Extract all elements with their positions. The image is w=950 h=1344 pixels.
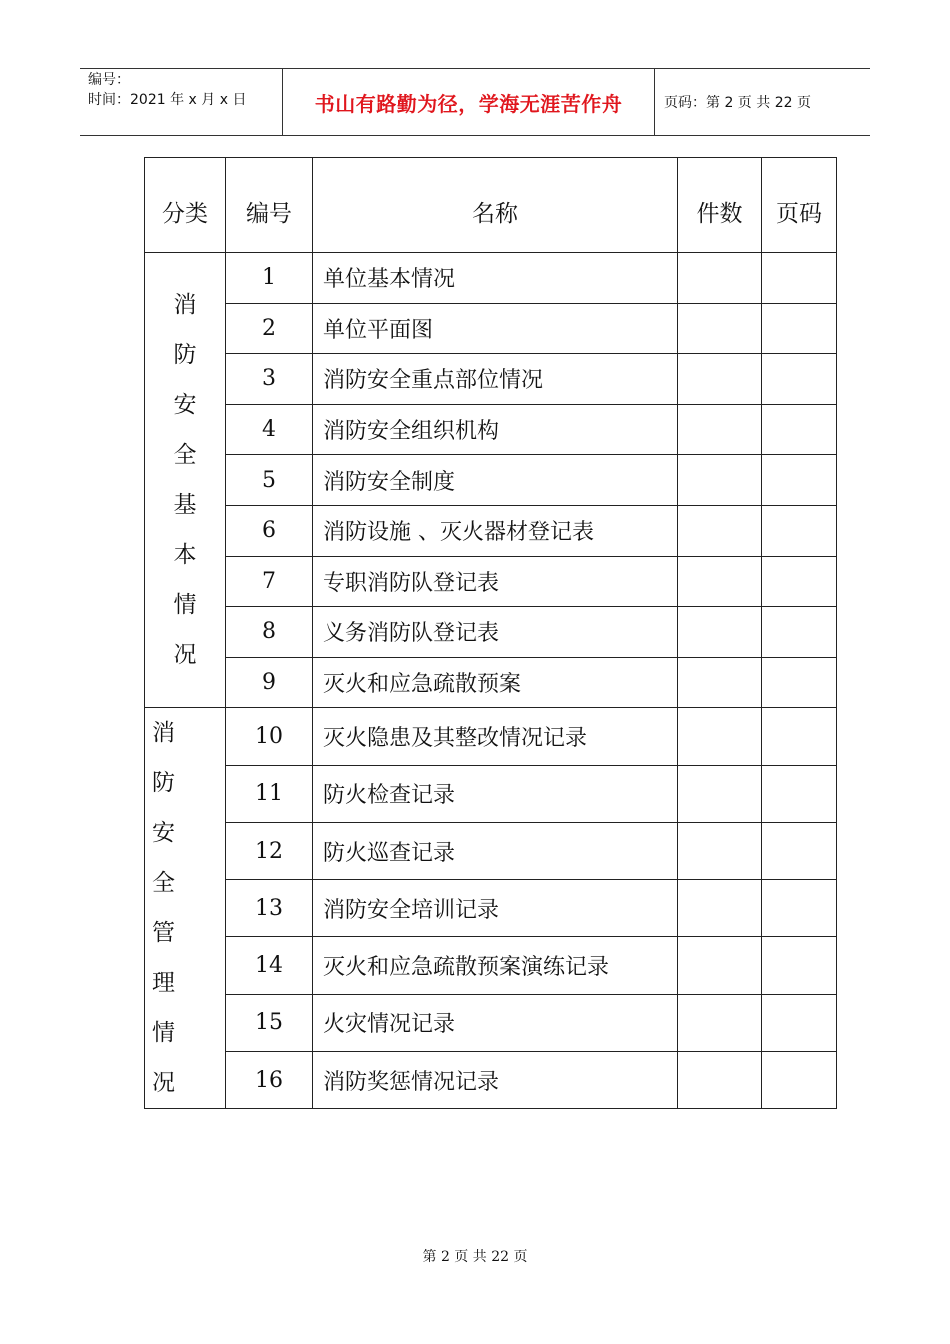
table-header-row	[145, 158, 837, 253]
row-page	[762, 822, 837, 879]
row-number: 11	[226, 765, 313, 822]
row-number: 13	[226, 880, 313, 937]
time-label: 时间：2021 年 x 月 x 日	[88, 92, 247, 108]
table-row	[145, 556, 837, 607]
table-row	[145, 708, 837, 765]
table-row	[145, 880, 837, 937]
row-name: 消防安全培训记录	[313, 880, 678, 937]
row-number: 15	[226, 994, 313, 1051]
row-page	[762, 765, 837, 822]
row-name: 火灾情况记录	[313, 994, 678, 1051]
row-name: 消防奖惩情况记录	[313, 1052, 678, 1109]
row-number: 6	[226, 505, 313, 556]
row-count	[678, 994, 762, 1051]
row-page	[762, 937, 837, 994]
serial-label: 编号：	[88, 72, 130, 88]
header-meta	[88, 70, 278, 110]
row-count	[678, 253, 762, 304]
row-name: 灭火和应急疏散预案	[313, 657, 678, 708]
row-count	[678, 657, 762, 708]
row-page	[762, 253, 837, 304]
category-label: 消防安全基本情况	[173, 292, 197, 669]
table-row	[145, 607, 837, 658]
table-row	[145, 657, 837, 708]
row-number: 7	[226, 556, 313, 607]
row-number: 14	[226, 937, 313, 994]
row-page	[762, 354, 837, 405]
row-number: 5	[226, 455, 313, 506]
table-row	[145, 303, 837, 354]
row-name: 消防安全组织机构	[313, 404, 678, 455]
row-name: 防火巡查记录	[313, 822, 678, 879]
row-number: 12	[226, 822, 313, 879]
row-count	[678, 880, 762, 937]
row-page	[762, 1052, 837, 1109]
table-row	[145, 455, 837, 506]
row-count	[678, 1052, 762, 1109]
row-count	[678, 455, 762, 506]
col-header-count: 件数	[678, 158, 762, 253]
header-page-info: 页码：第 2 页 共 22 页	[664, 95, 811, 111]
row-name: 义务消防队登记表	[313, 607, 678, 658]
row-number: 8	[226, 607, 313, 658]
table-row	[145, 253, 837, 304]
header-divider-right	[654, 68, 655, 136]
row-page	[762, 994, 837, 1051]
row-number: 16	[226, 1052, 313, 1109]
row-page	[762, 455, 837, 506]
row-count	[678, 303, 762, 354]
table-row	[145, 937, 837, 994]
row-number: 2	[226, 303, 313, 354]
row-page	[762, 303, 837, 354]
row-name: 消防安全重点部位情况	[313, 354, 678, 405]
archive-index-table	[144, 157, 837, 1109]
row-page	[762, 505, 837, 556]
row-count	[678, 354, 762, 405]
col-header-category: 分类	[145, 158, 226, 253]
row-name: 专职消防队登记表	[313, 556, 678, 607]
row-number: 9	[226, 657, 313, 708]
header-motto: 书山有路勤为径，学海无涯苦作舟	[314, 91, 623, 116]
row-number: 1	[226, 253, 313, 304]
row-count	[678, 556, 762, 607]
category-label: 消防安全管理情况	[152, 720, 195, 1097]
row-name: 消防设施 、灭火器材登记表	[313, 505, 678, 556]
table-row	[145, 994, 837, 1051]
row-count	[678, 765, 762, 822]
table-row	[145, 404, 837, 455]
table-row	[145, 1052, 837, 1109]
category-cell	[145, 253, 226, 708]
col-header-number: 编号	[226, 158, 313, 253]
row-count	[678, 937, 762, 994]
row-count	[678, 708, 762, 765]
col-header-page: 页码	[762, 158, 837, 253]
table-row	[145, 354, 837, 405]
table-row	[145, 822, 837, 879]
row-number: 3	[226, 354, 313, 405]
table-row	[145, 505, 837, 556]
row-page	[762, 607, 837, 658]
row-count	[678, 607, 762, 658]
page-footer: 第 2 页 共 22 页	[422, 1249, 528, 1265]
row-name: 消防安全制度	[313, 455, 678, 506]
row-page	[762, 880, 837, 937]
row-number: 4	[226, 404, 313, 455]
col-header-name: 名称	[313, 158, 678, 253]
row-count	[678, 822, 762, 879]
row-count	[678, 505, 762, 556]
row-number: 10	[226, 708, 313, 765]
row-name: 单位平面图	[313, 303, 678, 354]
row-name: 灭火和应急疏散预案演练记录	[313, 937, 678, 994]
row-page	[762, 708, 837, 765]
row-page	[762, 657, 837, 708]
table-row	[145, 765, 837, 822]
row-name: 单位基本情况	[313, 253, 678, 304]
row-count	[678, 404, 762, 455]
row-name: 灭火隐患及其整改情况记录	[313, 708, 678, 765]
row-name: 防火检查记录	[313, 765, 678, 822]
row-page	[762, 556, 837, 607]
category-cell	[145, 708, 226, 1109]
row-page	[762, 404, 837, 455]
